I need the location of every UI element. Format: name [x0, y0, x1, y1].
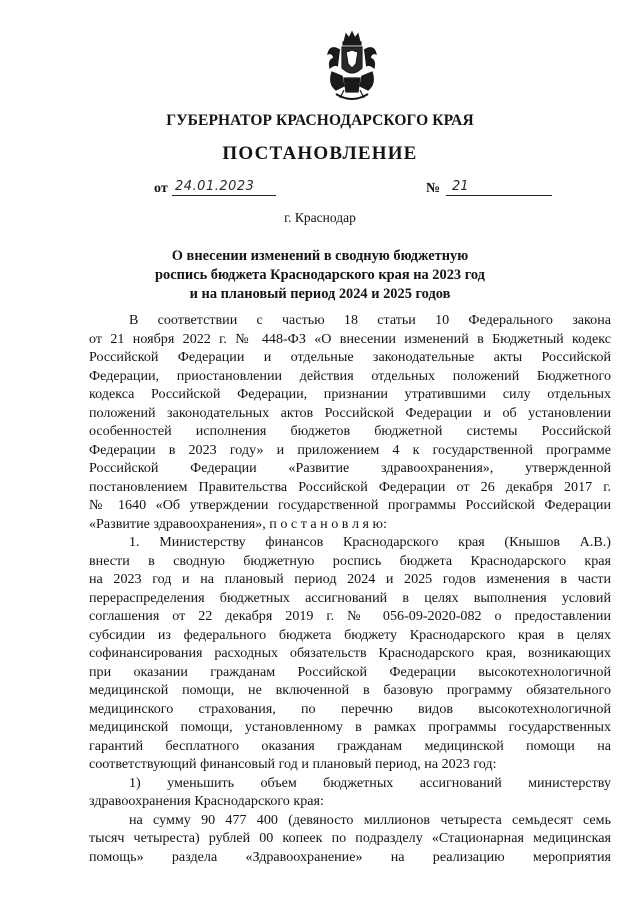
body-line: тысяч четыреста) рублей 00 копеек по подразделу «Стационарная медицинская — [89, 830, 611, 846]
body-line: соглашения от 22 декабря 2019 г. № 056-09-2020-082 о предоставлении — [89, 608, 611, 624]
document-body — [89, 311, 611, 866]
document-title — [120, 247, 520, 304]
city: г. Краснодар — [284, 210, 356, 225]
body-line: медицинской помощи, установленному в рамках программы государственных — [89, 719, 611, 735]
body-line: гарантий бесплатного оказания гражданам медицинской помощи на — [89, 737, 611, 754]
body-line: положений законодательных актов Российской Федерации и об установлении — [89, 404, 611, 421]
number-prefix: № — [426, 181, 441, 196]
body-line: Федерации, приостановлении действия отдельных положений Бюджетного — [89, 367, 611, 384]
body-line: на 2023 год и на плановый период 2024 и 2025 годов изменения в части — [89, 571, 611, 587]
body-line: В соответствии с частью 18 статьи 10 Федерального закона — [129, 312, 611, 328]
body-line: софинансирования расходных обязательств Краснодарского края, возникающих — [89, 645, 611, 661]
coat-of-arms-icon — [322, 28, 382, 106]
issuing-authority: ГУБЕРНАТОР КРАСНОДАРСКОГО КРАЯ — [166, 112, 474, 129]
date-number-line — [0, 181, 640, 203]
body-line: здравоохранения Краснодарского края: — [89, 793, 324, 809]
title-line: роспись бюджета Краснодарского края на 2023 год — [155, 267, 485, 283]
document-type: ПОСТАНОВЛЕНИЕ — [222, 143, 418, 164]
body-line: внести в сводную бюджетную роспись бюджета Краснодарского края — [89, 552, 611, 569]
body-line: перераспределения бюджетных ассигнований в целях выполнения условий — [89, 589, 611, 606]
title-line: и на плановый период 2024 и 2025 годов — [189, 286, 451, 302]
body-line: 1. Министерству финансов Краснодарского края (Кнышов А.В.) — [129, 534, 611, 550]
body-line: помощь» раздела «Здравоохранение» на реализацию мероприятия — [89, 848, 611, 865]
body-line: № 1640 «Об утверждении государственной программы Российской Федерации — [89, 497, 611, 513]
handwritten-number: 21 — [452, 179, 469, 194]
date-prefix: от — [154, 181, 168, 196]
date-underline — [172, 195, 276, 196]
body-line: Российской Федерации и отдельные законодательные акты Российской — [89, 349, 611, 365]
body-line: кодекса Российской Федерации, признании утратившими силу отдельных — [89, 386, 611, 402]
body-line: Российской Федерации «Развитие здравоохранения», утвержденной — [89, 460, 611, 476]
number-underline — [446, 195, 552, 196]
body-line: на сумму 90 477 400 (девяносто миллионов четыреста семьдесят семь — [129, 811, 611, 828]
body-line: Федерации в 2023 году» и приложением 4 к государственной программе — [89, 441, 611, 458]
body-line: медицинской помощи, не включенной в базовую программу обязательного — [89, 682, 611, 698]
body-line: соответствующий финансовый год и плановый период, на 2023 год: — [89, 756, 497, 772]
body-line: субсидии из федерального бюджета бюджету Краснодарского края в целях — [89, 626, 611, 643]
body-line: при оказании гражданам Российской Федерации высокотехнологичной — [89, 663, 611, 680]
handwritten-date: 24.01.2023 — [175, 179, 255, 194]
body-line: 1) уменьшить объем бюджетных ассигнований министерству — [129, 774, 611, 791]
body-line: особенностей исполнения бюджетов бюджетной системы Российской — [89, 423, 611, 439]
body-line: постановлением Правительства Российской Федерации от 26 декабря 2017 г. — [89, 478, 611, 495]
body-line: «Развитие здравоохранения», п о с т а н о в л я ю: — [89, 515, 387, 532]
body-line: медицинского страхования, по перечню видов высокотехнологичной — [89, 700, 611, 717]
body-line: от 21 ноября 2022 г. № 448-ФЗ «О внесении изменений в Бюджетный кодекс — [89, 330, 611, 347]
title-line: О внесении изменений в сводную бюджетную — [171, 248, 469, 264]
